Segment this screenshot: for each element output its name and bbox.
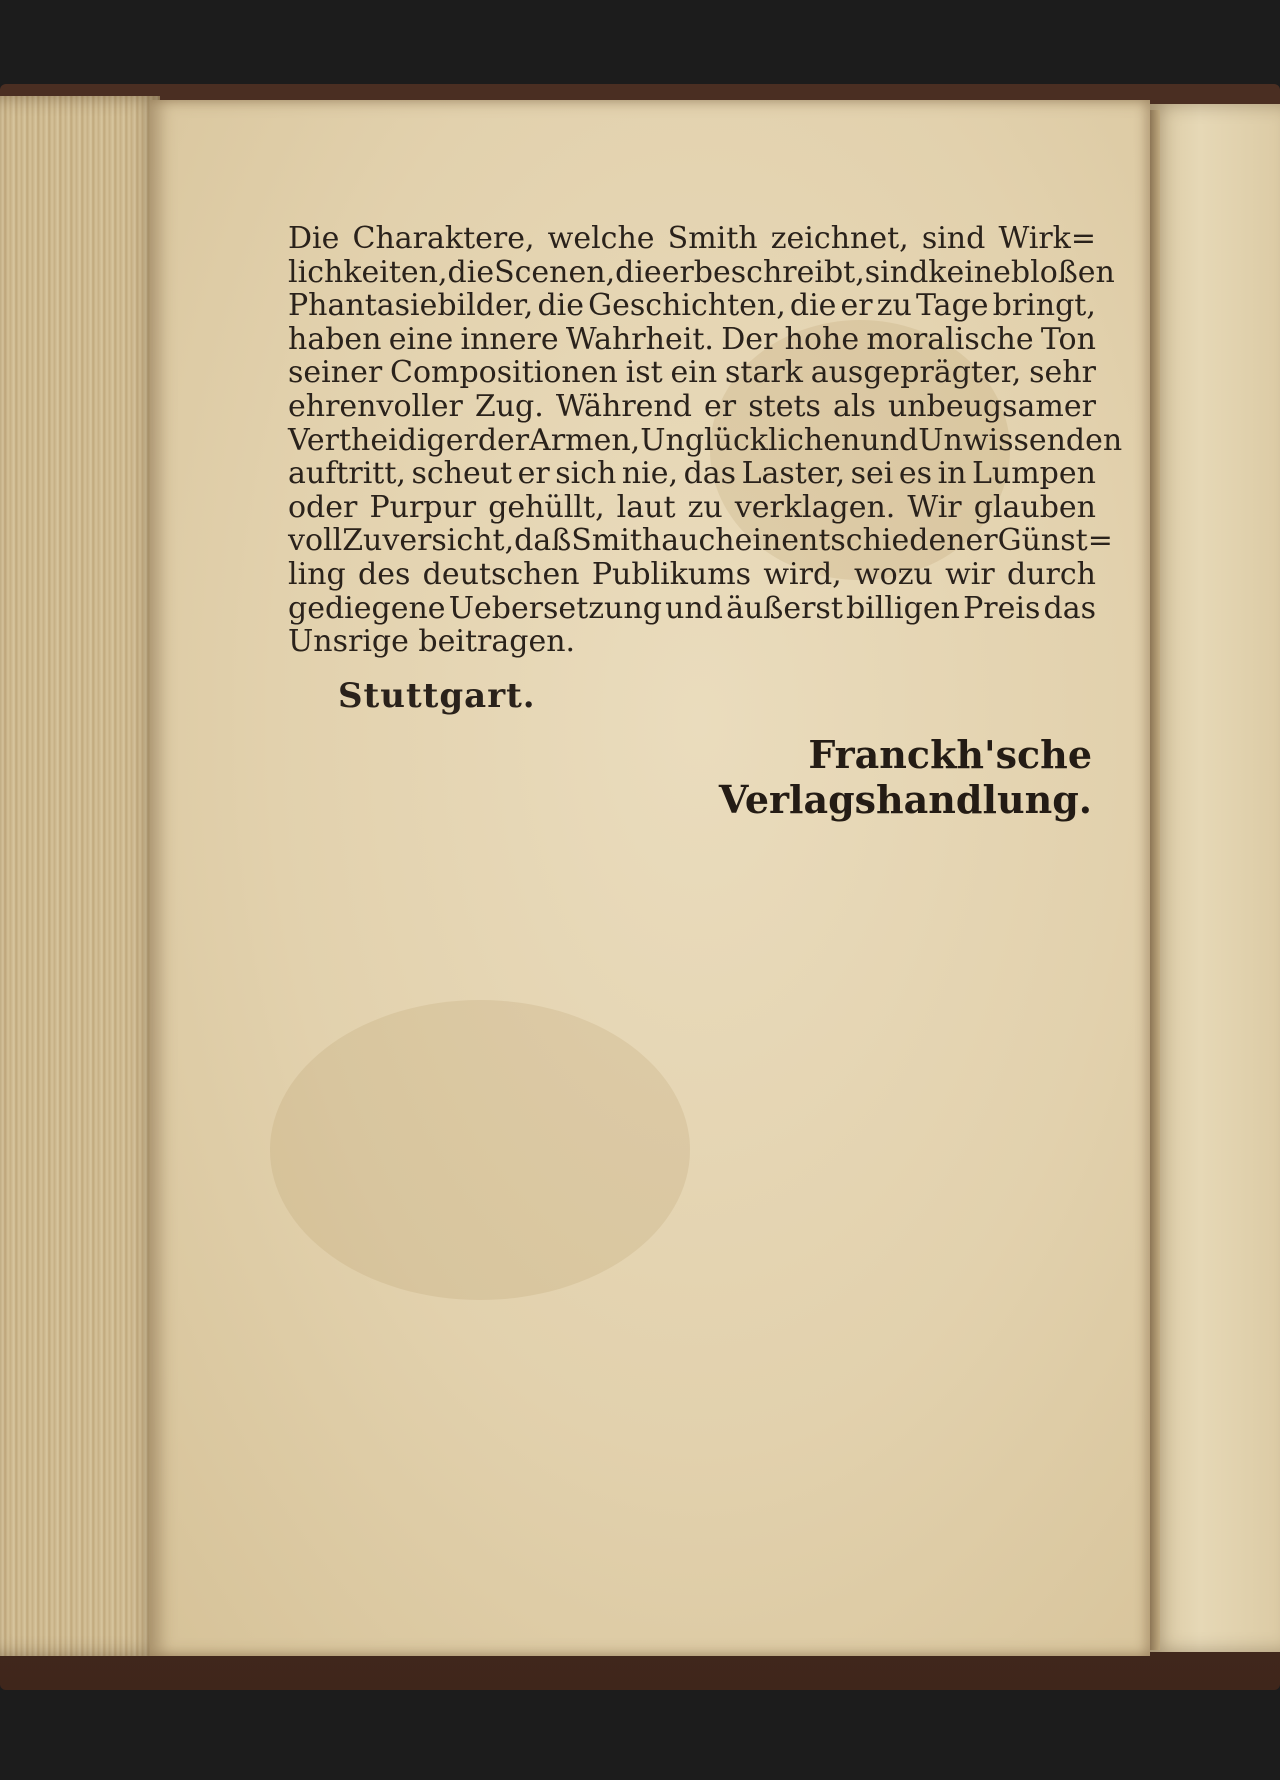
word: Vertheidiger — [288, 422, 478, 458]
word: oder — [288, 489, 358, 525]
word: Preis — [963, 590, 1041, 626]
text-line — [288, 222, 1096, 256]
word: sehr — [1029, 355, 1096, 391]
text-line — [288, 558, 1096, 592]
word: entschiedener — [781, 523, 998, 559]
word: Smith — [571, 523, 662, 559]
word: es — [898, 456, 933, 492]
word: wozu — [853, 556, 933, 592]
word: wir — [945, 556, 995, 592]
word: beschreibt, — [693, 254, 865, 290]
word: Unglücklichen — [640, 422, 861, 458]
word: Uebersetzung — [448, 590, 662, 626]
text-line — [288, 457, 1096, 491]
word: verklagen. — [734, 489, 896, 525]
word: stets — [748, 388, 821, 424]
word: keine — [928, 254, 1011, 290]
word: er — [704, 388, 737, 424]
word: eine — [388, 321, 454, 357]
word: Phantasiebilder, — [288, 288, 534, 324]
word: und — [860, 422, 919, 458]
word: als — [833, 388, 876, 424]
text-line — [288, 592, 1096, 626]
text-line — [288, 356, 1096, 390]
word: Geschichten, — [588, 288, 786, 324]
text-line — [288, 390, 1096, 424]
word: die — [537, 288, 585, 324]
word: Zug. — [474, 388, 544, 424]
word: welche — [547, 221, 655, 256]
word: durch — [1006, 556, 1096, 592]
word: Der — [721, 321, 778, 357]
word: sind — [921, 221, 986, 256]
word: zeichnet, — [770, 221, 909, 256]
word: glauben — [973, 489, 1096, 525]
word: Purpur — [369, 489, 477, 525]
word: laut — [616, 489, 676, 525]
word: sind — [864, 254, 929, 290]
publisher-name: Franckh'sche Verlagshandlung. — [718, 732, 1092, 822]
word: scheut — [411, 456, 513, 492]
word: äußerst — [726, 590, 843, 626]
word: sei — [850, 456, 894, 492]
word: das — [683, 456, 737, 492]
word: Unwissenden — [918, 422, 1123, 458]
word: und — [665, 590, 723, 626]
word: der — [477, 422, 530, 458]
word: wird, — [763, 556, 842, 592]
place-name: Stuttgart. — [338, 676, 536, 716]
word: nie, — [621, 456, 679, 492]
word: ling — [288, 556, 346, 592]
word: lichkeiten, — [288, 254, 448, 290]
word: Tage — [916, 288, 989, 324]
word: bloßen — [1010, 254, 1115, 290]
word: gehüllt, — [488, 489, 605, 525]
text-line-content: Unsrige beitragen. — [288, 624, 576, 660]
text-line — [288, 491, 1096, 525]
text-line — [288, 289, 1096, 323]
text-line — [288, 625, 1096, 659]
word: auch — [661, 523, 735, 559]
word: Laster, — [741, 456, 846, 492]
word: Charaktere, — [352, 221, 535, 256]
body-text — [288, 221, 1123, 660]
word: Lumpen — [971, 456, 1096, 492]
word: Die — [288, 221, 340, 256]
word: bringt, — [992, 288, 1096, 324]
word: des — [357, 556, 411, 592]
word: stark — [725, 355, 803, 391]
word: daß — [514, 523, 572, 559]
word: Während — [555, 388, 692, 424]
word: Ton — [1040, 321, 1096, 357]
word: voll — [288, 523, 343, 559]
word: die — [789, 288, 837, 324]
word: Wahrheit. — [565, 321, 714, 357]
word: gediegene — [288, 590, 446, 626]
word: Compositionen — [390, 355, 618, 391]
word: seiner — [288, 355, 383, 391]
word: Günst= — [997, 523, 1113, 559]
text-line — [288, 523, 1113, 559]
word: hohe — [784, 321, 860, 357]
word: die — [615, 254, 662, 290]
word: Scenen, — [494, 254, 616, 290]
word: moralische — [866, 321, 1034, 357]
word: ein — [734, 523, 782, 559]
word: ein — [670, 355, 718, 391]
word: haben — [288, 321, 382, 357]
word: das — [1043, 590, 1096, 626]
word: auftritt, — [288, 456, 406, 492]
word: er — [517, 456, 550, 492]
word: ausgeprägter, — [810, 355, 1022, 391]
word: Publikums — [591, 556, 752, 592]
text-line — [288, 323, 1096, 357]
word: Wir — [907, 489, 962, 525]
paper-stain — [270, 1000, 690, 1300]
word: er — [840, 288, 873, 324]
word: zu — [687, 489, 723, 525]
page-edges-left — [0, 96, 160, 1656]
gutter — [1150, 110, 1160, 1650]
word: in — [937, 456, 967, 492]
text-line — [288, 254, 1115, 290]
word: die — [447, 254, 495, 290]
word: ist — [625, 355, 663, 391]
facing-page-edge — [1146, 104, 1280, 1652]
word: ehrenvoller — [288, 388, 463, 424]
word: Smith — [667, 221, 758, 256]
word: Zuversicht, — [342, 523, 515, 559]
word: unbeugsamer — [887, 388, 1096, 424]
word: billigen — [846, 590, 960, 626]
word: Wirk= — [998, 221, 1096, 256]
word: sich — [555, 456, 617, 492]
text-line — [288, 422, 1123, 458]
word: innere — [460, 321, 559, 357]
word: zu — [876, 288, 912, 324]
word: deutschen — [422, 556, 580, 592]
word: Armen, — [529, 422, 641, 458]
word: er — [661, 254, 694, 290]
